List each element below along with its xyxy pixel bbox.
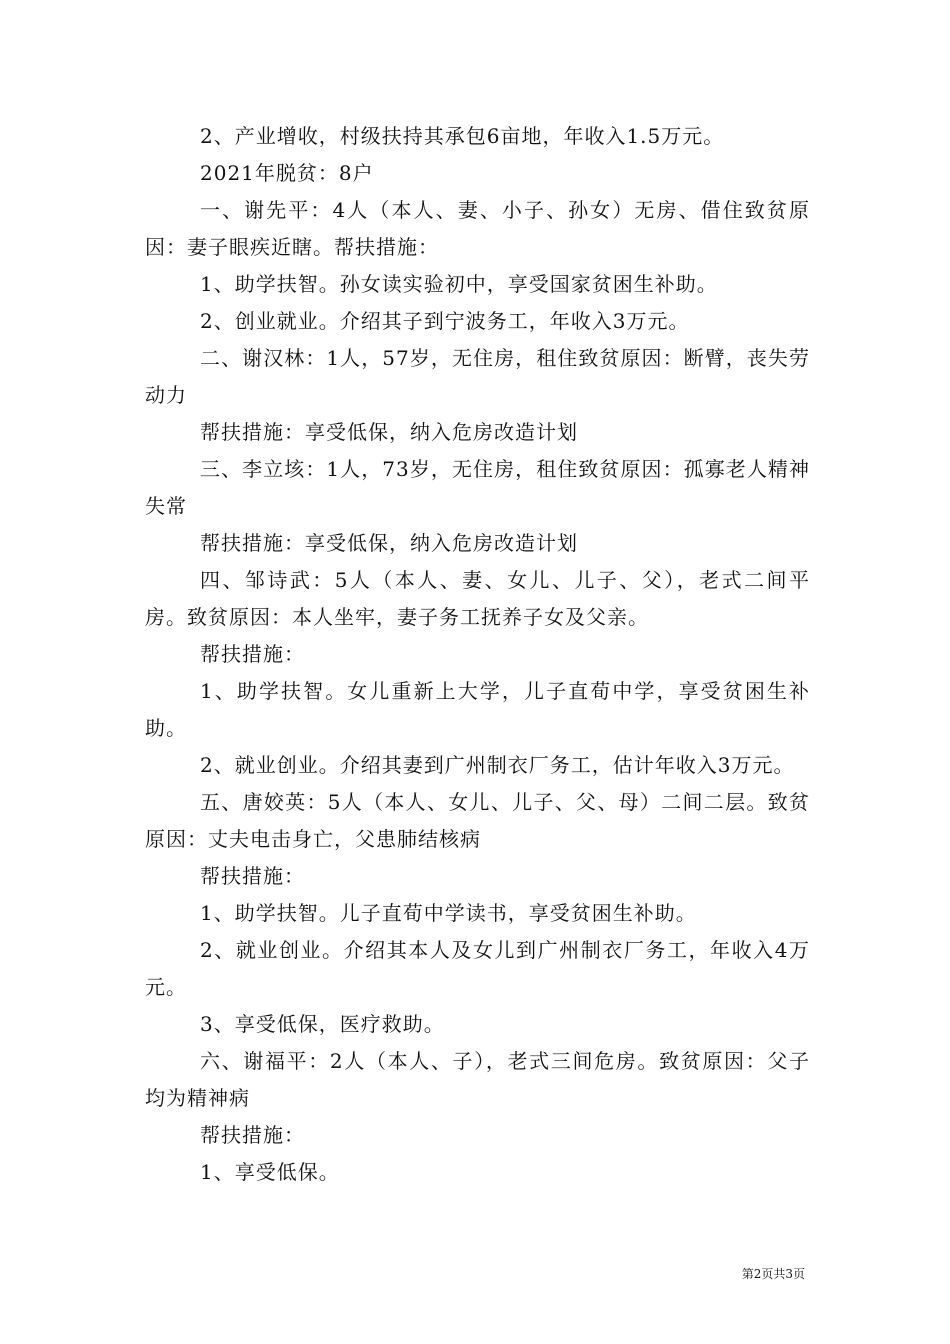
paragraph: 2021年脱贫：8户 bbox=[200, 161, 374, 185]
paragraph: 2、创业就业。介绍其子到宁波务工，年收入3万元。 bbox=[200, 309, 690, 333]
paragraph: 1、助学扶智。孙女读实验初中，享受国家贫困生补助。 bbox=[200, 272, 718, 296]
paragraph: 帮扶措施： bbox=[200, 864, 305, 888]
paragraph: 帮扶措施： bbox=[200, 1123, 305, 1147]
paragraph: 六、谢福平：2人（本人、子），老式三间危房。致贫原因：父子均为精神病 bbox=[145, 1049, 810, 1110]
paragraph: 帮扶措施：享受低保，纳入危房改造计划 bbox=[200, 531, 578, 555]
paragraph: 2、就业创业。介绍其妻到广州制衣厂务工，估计年收入3万元。 bbox=[200, 753, 795, 777]
paragraph: 1、助学扶智。女儿重新上大学，儿子直荀中学，享受贫困生补助。 bbox=[145, 679, 810, 740]
paragraph: 一、谢先平：4人（本人、妻、小子、孙女）无房、借住致贫原因：妻子眼疾近瞎。帮扶措施： bbox=[145, 198, 810, 259]
paragraph: 3、享受低保，医疗救助。 bbox=[200, 1012, 445, 1036]
paragraph: 1、享受低保。 bbox=[200, 1160, 340, 1184]
paragraph: 2、就业创业。介绍其本人及女儿到广州制衣厂务工，年收入4万元。 bbox=[145, 938, 810, 999]
paragraph: 二、谢汉林：1人，57岁，无住房，租住致贫原因：断臂，丧失劳动力 bbox=[145, 346, 810, 407]
page-number: 第2页共3页 bbox=[741, 1267, 805, 1281]
paragraph: 四、邹诗武：5人（本人、妻、女儿、儿子、父），老式二间平房。致贫原因：本人坐牢，妻子务工抚养子女及父亲。 bbox=[145, 568, 810, 629]
paragraph: 帮扶措施： bbox=[200, 642, 305, 666]
paragraph: 五、唐姣英：5人（本人、女儿、儿子、父、母）二间二层。致贫原因：丈夫电击身亡，父患肺结核病 bbox=[145, 790, 810, 851]
paragraph: 三、李立垓：1人，73岁，无住房，租住致贫原因：孤寡老人精神失常 bbox=[145, 457, 810, 518]
paragraph: 帮扶措施：享受低保，纳入危房改造计划 bbox=[200, 420, 578, 444]
document-body bbox=[145, 118, 810, 1191]
paragraph: 2、产业增收，村级扶持其承包6亩地，年收入1.5万元。 bbox=[200, 124, 725, 148]
paragraph: 1、助学扶智。儿子直荀中学读书，享受贫困生补助。 bbox=[200, 901, 697, 925]
